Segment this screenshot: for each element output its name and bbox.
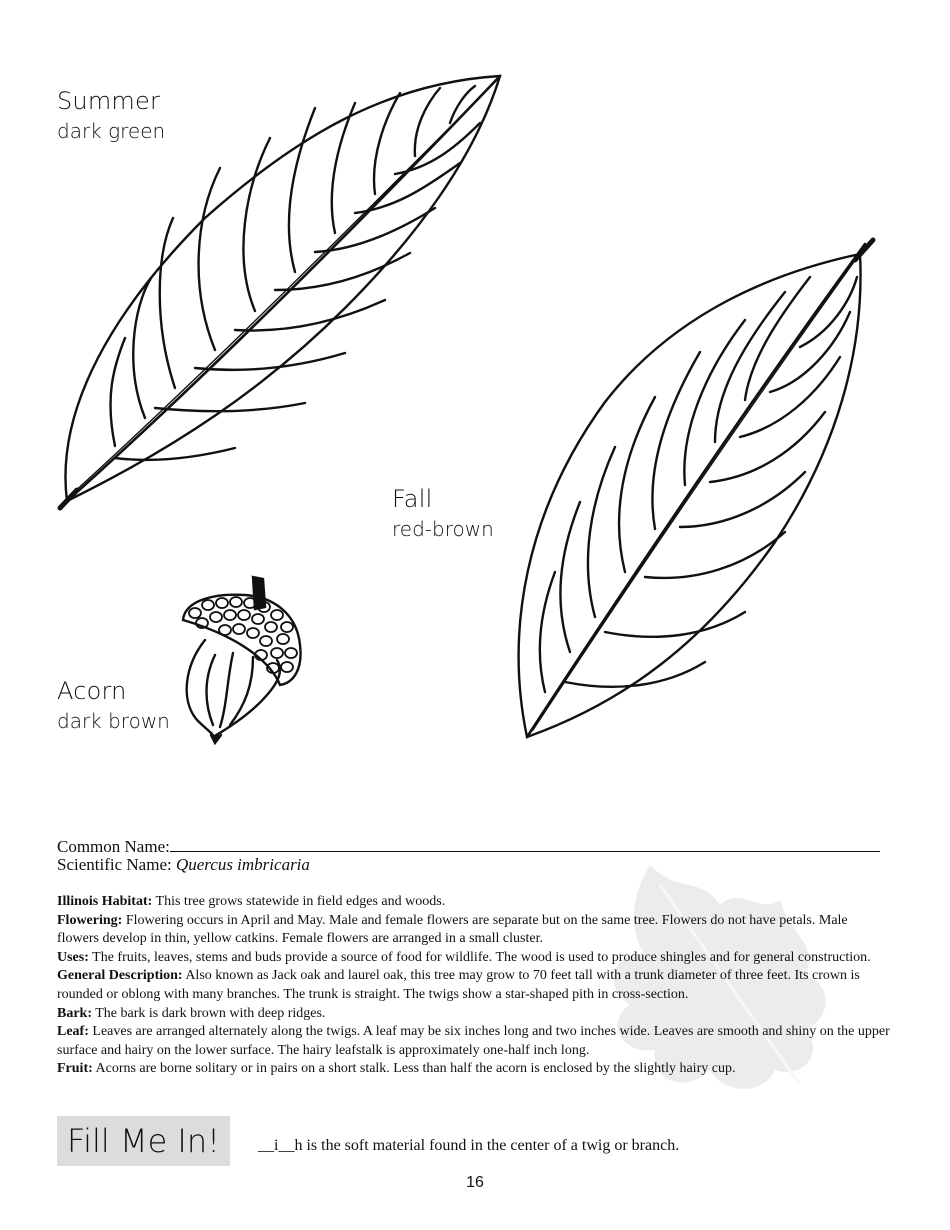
fall-label: Fall [392, 485, 433, 513]
tree-info [57, 893, 892, 1079]
leaf-text: Leaves are arranged alternately along the twigs. A leaf may be six inches long and two inches wide. Leaves are smooth and shiny on the upper surface and hairy on the lower surface. The hairy leafstalk is approximately one-half inch long. [57, 1024, 890, 1058]
leaf-label: Leaf: [57, 1024, 89, 1040]
summer-color: dark green [57, 119, 166, 143]
fruit-paragraph [57, 1060, 892, 1079]
fruit-label: Fruit: [57, 1061, 93, 1077]
acorn-icon [175, 575, 310, 740]
scientific-name-label: Scientific Name: [57, 855, 172, 874]
description-text: Also known as Jack oak and laurel oak, this tree may grow to 70 feet tall with a trunk diameter of three feet. Its crown is rounded or oblong with many branches. The trunk is straight. The twigs show a star-shaped pith in cross-section. [57, 968, 860, 1002]
bark-paragraph [57, 1005, 892, 1024]
common-name-row [57, 838, 892, 856]
common-name-label: Common Name: [57, 837, 170, 856]
fall-leaf-icon [505, 232, 885, 747]
uses-text: The fruits, leaves, stems and buds provide a source of food for wildlife. The wood is used to produce shingles and for general construction. [88, 949, 871, 965]
fall-color: red-brown [392, 517, 494, 541]
acorn-caption [57, 676, 170, 736]
acorn-label: Acorn [57, 677, 127, 705]
uses-paragraph [57, 949, 892, 968]
scientific-name-value: Quercus imbricaria [175, 855, 310, 874]
fill-me-in-box: Fill Me In! [57, 1116, 230, 1166]
description-label: General Description: [57, 968, 183, 984]
fruit-text: Acorns are borne solitary or in pairs on a short stalk. Less than half the acorn is enclosed by the slightly hairy cup. [92, 1061, 736, 1077]
summer-caption [57, 86, 165, 146]
habitat-text: This tree grows statewide in field edges and woods. [152, 894, 446, 909]
scientific-name-row [57, 856, 892, 874]
flowering-paragraph [57, 912, 892, 949]
habitat-label: Illinois Habitat: [57, 894, 153, 909]
summer-label: Summer [57, 87, 161, 115]
acorn-color: dark brown [57, 709, 170, 733]
fall-caption [392, 484, 494, 544]
bark-text: The bark is dark brown with deep ridges. [92, 1005, 326, 1021]
uses-label: Uses: [57, 949, 89, 965]
fill-me-in-question[interactable]: __i__h is the soft material found in the center of a twig or branch. [258, 1137, 680, 1154]
page-number: 16 [466, 1174, 484, 1191]
leaf-paragraph [57, 1023, 892, 1060]
description-paragraph [57, 967, 892, 1004]
flowering-label: Flowering: [57, 912, 123, 928]
habitat-paragraph [57, 893, 892, 912]
common-name-blank[interactable] [170, 838, 880, 852]
flowering-text: Flowering occurs in April and May. Male and female flowers are separate but on the same tree. Flowers do not have petals. Male flowers develop in thin, yellow catkins. Female flowers are arranged in a small cluster. [57, 912, 848, 947]
bark-label: Bark: [57, 1005, 92, 1021]
